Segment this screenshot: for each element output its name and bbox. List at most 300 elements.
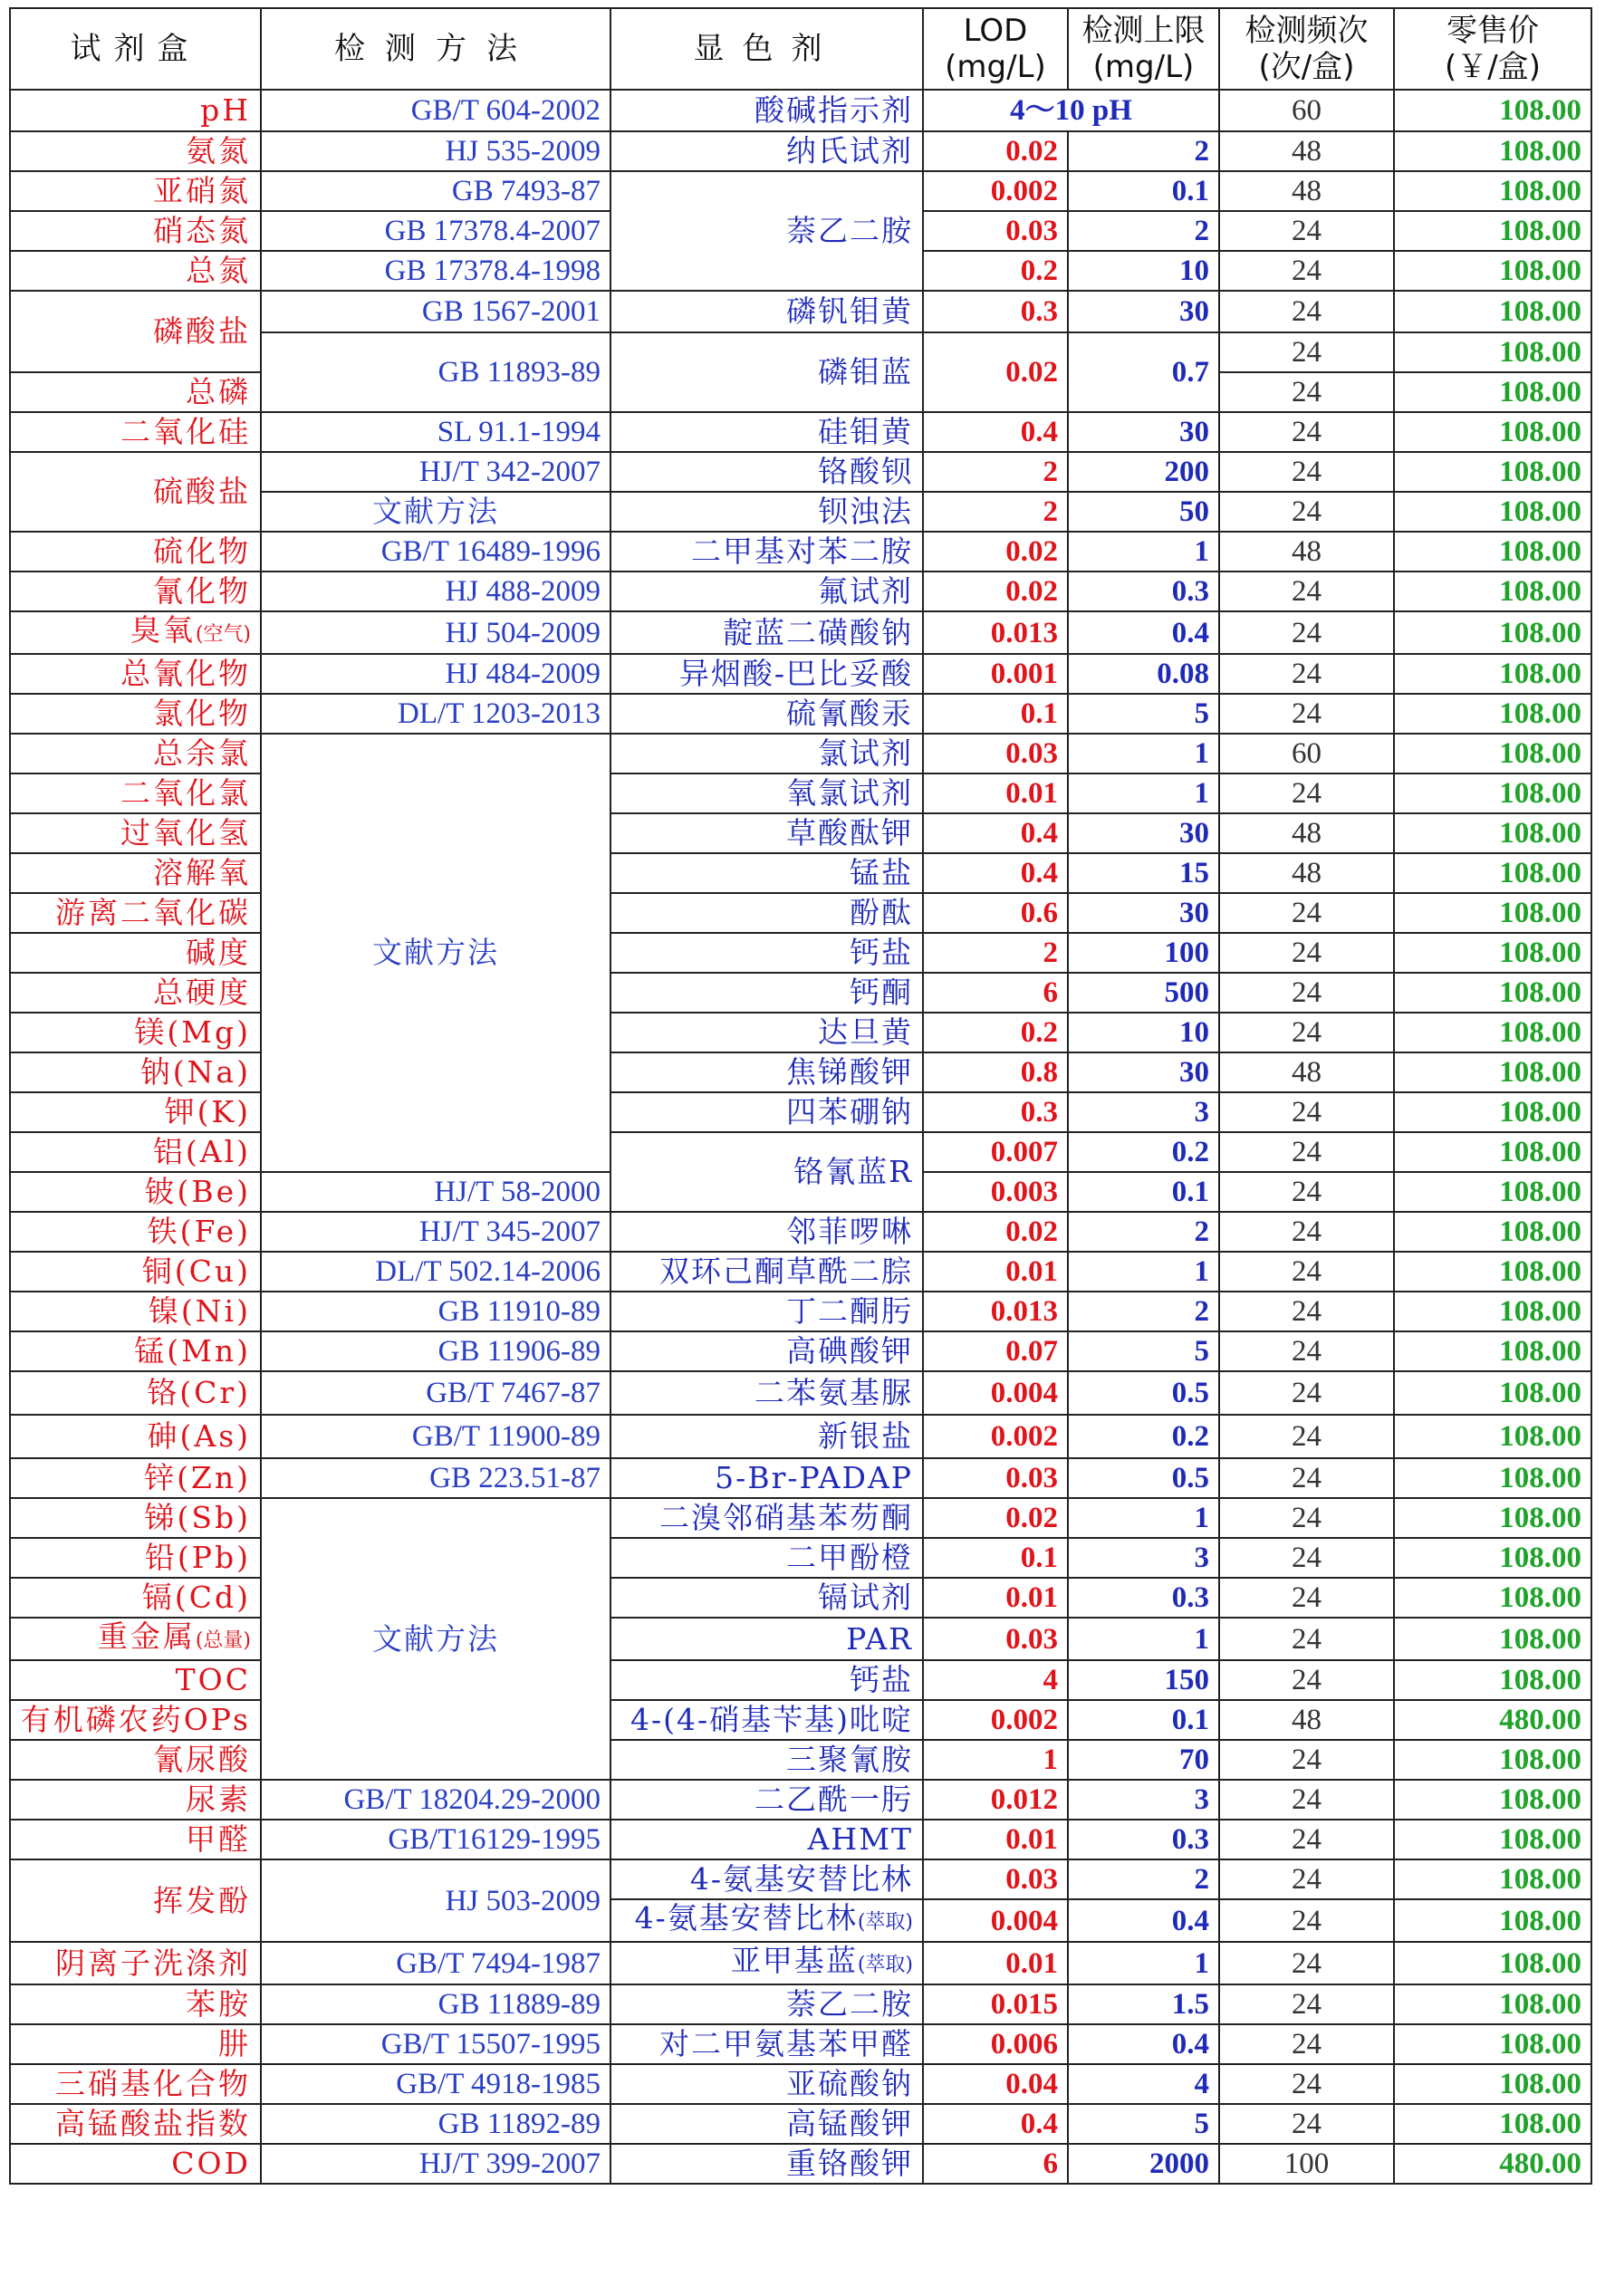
method-cell-text: GB 11889-89 bbox=[437, 1988, 601, 2021]
kit-name-cell-note: (空气) bbox=[195, 623, 251, 646]
frequency-cell-text: 48 bbox=[1292, 135, 1321, 168]
frequency-cell-text: 24 bbox=[1292, 295, 1321, 328]
reagent-cell-text: 高碘酸钾 bbox=[786, 1333, 913, 1369]
upper-limit-cell-text: 5 bbox=[1194, 2108, 1209, 2140]
lod-cell-text: 0.01 bbox=[1005, 777, 1058, 810]
kit-name-cell-text: 尿素 bbox=[186, 1782, 251, 1817]
upper-limit-cell bbox=[1068, 1780, 1219, 1820]
upper-limit-cell-text: 3 bbox=[1194, 1783, 1209, 1816]
method-cell bbox=[261, 572, 610, 611]
lod-cell bbox=[923, 853, 1068, 893]
frequency-cell bbox=[1219, 1942, 1394, 1984]
upper-limit-cell-text: 5 bbox=[1194, 697, 1209, 730]
lod-cell bbox=[923, 2104, 1068, 2144]
lod-cell bbox=[923, 1252, 1068, 1292]
method-cell-text: HJ/T 342-2007 bbox=[418, 456, 601, 488]
frequency-cell bbox=[1219, 1013, 1394, 1052]
method-cell-text: DL/T 1203-2013 bbox=[398, 697, 601, 730]
price-cell-text: 108.00 bbox=[1499, 1462, 1581, 1494]
method-cell-text: HJ 488-2009 bbox=[445, 575, 601, 608]
header-price-label: 零售价 bbox=[1446, 13, 1539, 49]
upper-limit-cell-text: 50 bbox=[1179, 495, 1209, 528]
upper-limit-cell-text: 2 bbox=[1194, 135, 1209, 168]
kit-name-cell-text: COD bbox=[171, 2146, 251, 2181]
price-cell bbox=[1394, 1700, 1591, 1740]
upper-limit-cell bbox=[1068, 1899, 1219, 1942]
table-row bbox=[10, 1252, 1591, 1292]
frequency-cell-text: 48 bbox=[1292, 1704, 1321, 1736]
kit-name-cell-text: 镁(Mg) bbox=[134, 1014, 251, 1050]
kit-name-cell-text: 总余氯 bbox=[153, 735, 251, 771]
lod-cell bbox=[923, 1899, 1068, 1942]
frequency-cell bbox=[1219, 813, 1394, 853]
method-cell bbox=[261, 1859, 610, 1942]
header-upper-label: 检测上限 bbox=[1081, 13, 1206, 49]
reagent-cell bbox=[610, 1700, 923, 1740]
price-cell bbox=[1394, 1899, 1591, 1942]
kit-name-cell-text: 镍(Ni) bbox=[148, 1293, 251, 1329]
reagent-cell bbox=[610, 412, 923, 452]
lod-cell bbox=[923, 1660, 1068, 1700]
price-cell bbox=[1394, 2024, 1591, 2064]
upper-limit-cell-text: 15 bbox=[1179, 857, 1209, 889]
kit-name-cell bbox=[10, 773, 261, 813]
price-cell-text: 108.00 bbox=[1499, 897, 1581, 929]
method-cell-text: HJ 535-2009 bbox=[445, 135, 601, 168]
upper-limit-cell bbox=[1068, 251, 1219, 291]
upper-limit-cell bbox=[1068, 1820, 1219, 1859]
method-cell-text: GB 1567-2001 bbox=[421, 295, 601, 328]
method-cell-text: GB 11906-89 bbox=[437, 1335, 601, 1368]
reagent-cell bbox=[610, 1292, 923, 1331]
price-cell-text: 108.00 bbox=[1499, 817, 1581, 850]
kit-name-cell-text: 三硝基化合物 bbox=[55, 2066, 251, 2101]
lod-cell bbox=[923, 412, 1068, 452]
lod-cell bbox=[923, 1700, 1068, 1740]
frequency-cell bbox=[1219, 372, 1394, 412]
price-cell-text: 108.00 bbox=[1499, 1136, 1581, 1168]
lod-cell bbox=[923, 1292, 1068, 1331]
reagent-cell bbox=[610, 2064, 923, 2104]
method-cell bbox=[261, 694, 610, 734]
frequency-cell-text: 24 bbox=[1292, 456, 1321, 488]
frequency-cell bbox=[1219, 933, 1394, 973]
frequency-cell bbox=[1219, 1092, 1394, 1132]
method-cell-text: 文献方法 bbox=[372, 494, 499, 529]
upper-limit-cell-text: 3 bbox=[1194, 1542, 1209, 1574]
upper-limit-cell bbox=[1068, 893, 1219, 933]
lod-cell-text: 0.03 bbox=[1005, 1622, 1058, 1656]
frequency-cell bbox=[1219, 332, 1394, 372]
method-cell bbox=[261, 1371, 610, 1415]
price-cell bbox=[1394, 211, 1591, 251]
upper-limit-cell-text: 10 bbox=[1179, 1016, 1209, 1049]
upper-limit-cell-text: 0.2 bbox=[1171, 1420, 1209, 1453]
frequency-cell bbox=[1219, 734, 1394, 773]
price-cell-text: 108.00 bbox=[1499, 456, 1581, 488]
price-cell-text: 108.00 bbox=[1499, 1783, 1581, 1816]
lod-cell-text: 0.01 bbox=[1005, 1823, 1058, 1856]
frequency-cell bbox=[1219, 532, 1394, 572]
table-row bbox=[10, 131, 1591, 171]
upper-limit-cell bbox=[1068, 734, 1219, 773]
upper-limit-cell bbox=[1068, 1538, 1219, 1578]
method-cell bbox=[261, 1458, 610, 1498]
lod-cell bbox=[923, 654, 1068, 694]
price-cell bbox=[1394, 2064, 1591, 2104]
kit-name-cell-text: 硝态氮 bbox=[153, 213, 251, 248]
lod-cell bbox=[923, 171, 1068, 211]
price-cell-text: 108.00 bbox=[1499, 376, 1581, 408]
frequency-cell-text: 24 bbox=[1292, 937, 1321, 969]
table-row bbox=[10, 1820, 1591, 1859]
upper-limit-cell bbox=[1068, 1092, 1219, 1132]
price-cell bbox=[1394, 532, 1591, 572]
lod-cell bbox=[923, 332, 1068, 412]
header-upper bbox=[1068, 8, 1219, 90]
header-kit: 试剂盒 bbox=[10, 8, 261, 90]
price-cell-text: 108.00 bbox=[1499, 658, 1581, 690]
method-cell-text: GB/T 15507-1995 bbox=[380, 2028, 601, 2061]
method-cell-text: GB/T 11900-89 bbox=[411, 1420, 601, 1453]
lod-cell-text: 0.002 bbox=[990, 175, 1058, 207]
frequency-cell bbox=[1219, 131, 1394, 171]
method-cell-text: GB/T 604-2002 bbox=[410, 94, 601, 127]
kit-name-cell bbox=[10, 251, 261, 291]
frequency-cell bbox=[1219, 1292, 1394, 1331]
upper-limit-cell bbox=[1068, 1212, 1219, 1252]
frequency-cell bbox=[1219, 1618, 1394, 1660]
reagent-cell bbox=[610, 532, 923, 572]
price-cell-text: 108.00 bbox=[1499, 1016, 1581, 1049]
kit-name-cell-text: 铝(Al) bbox=[152, 1134, 251, 1169]
price-cell bbox=[1394, 492, 1591, 532]
lod-cell-text: 0.8 bbox=[1020, 1056, 1058, 1089]
price-cell-text: 108.00 bbox=[1499, 737, 1581, 770]
kit-name-cell bbox=[10, 90, 261, 131]
lod-cell-text: 0.02 bbox=[1005, 575, 1058, 608]
method-cell-text: HJ 503-2009 bbox=[445, 1884, 601, 1917]
kit-name-cell bbox=[10, 532, 261, 572]
frequency-cell-text: 24 bbox=[1292, 1420, 1321, 1453]
reagent-cell-text: 酚酞 bbox=[850, 895, 913, 930]
upper-limit-cell bbox=[1068, 1498, 1219, 1538]
reagent-cell-text: 达旦黄 bbox=[818, 1014, 913, 1050]
kit-name-cell-text: 氰化物 bbox=[153, 573, 251, 609]
reagent-cell bbox=[610, 2104, 923, 2144]
lod-cell-text: 0.4 bbox=[1020, 817, 1058, 850]
kit-name-cell bbox=[10, 1700, 261, 1740]
frequency-cell bbox=[1219, 1578, 1394, 1618]
price-cell-text: 108.00 bbox=[1499, 616, 1581, 649]
frequency-cell-text: 24 bbox=[1292, 976, 1321, 1009]
price-cell-text: 108.00 bbox=[1499, 495, 1581, 528]
table-row bbox=[10, 1700, 1591, 1740]
method-cell-text: GB/T 4918-1985 bbox=[396, 2068, 601, 2100]
price-cell bbox=[1394, 1859, 1591, 1899]
kit-name-cell-text: pH bbox=[200, 92, 251, 128]
kit-name-cell bbox=[10, 734, 261, 773]
price-cell-text: 108.00 bbox=[1499, 1176, 1581, 1208]
kit-name-cell-text: 溶解氧 bbox=[153, 855, 251, 890]
upper-limit-cell bbox=[1068, 2024, 1219, 2064]
upper-limit-cell bbox=[1068, 973, 1219, 1013]
frequency-cell-text: 24 bbox=[1292, 1255, 1321, 1288]
frequency-cell bbox=[1219, 2024, 1394, 2064]
reagent-cell bbox=[610, 1984, 923, 2024]
method-cell bbox=[261, 532, 610, 572]
lod-cell-text: 2 bbox=[1043, 495, 1058, 528]
reagent-cell bbox=[610, 1092, 923, 1132]
reagent-cell-note: (萃取) bbox=[857, 1954, 913, 1976]
kit-name-cell-text: 磷酸盐 bbox=[153, 313, 251, 349]
reagent-cell bbox=[610, 813, 923, 853]
method-cell-text: GB 11892-89 bbox=[437, 2108, 601, 2140]
reagent-cell-text: 重铬酸钾 bbox=[786, 2146, 913, 2181]
price-cell bbox=[1394, 90, 1591, 131]
reagent-cell bbox=[610, 1618, 923, 1660]
lod-cell bbox=[923, 1740, 1068, 1780]
upper-limit-cell bbox=[1068, 211, 1219, 251]
table-row bbox=[10, 1132, 1591, 1172]
table-row bbox=[10, 1740, 1591, 1780]
lod-cell-text: 0.001 bbox=[990, 658, 1058, 690]
kit-name-cell-text: 铬(Cr) bbox=[147, 1375, 251, 1410]
reagent-cell-text: 磷钼蓝 bbox=[818, 354, 913, 389]
method-cell-text: GB 17378.4-2007 bbox=[384, 215, 601, 247]
header-method: 检测方法 bbox=[261, 8, 610, 90]
reagent-cell-text: 钙盐 bbox=[850, 1662, 913, 1697]
frequency-cell-text: 24 bbox=[1292, 336, 1321, 369]
lod-cell-text: 0.02 bbox=[1005, 1502, 1058, 1534]
frequency-cell-text: 24 bbox=[1292, 1542, 1321, 1574]
reagent-cell bbox=[610, 332, 923, 412]
upper-limit-cell bbox=[1068, 1942, 1219, 1984]
price-cell bbox=[1394, 1498, 1591, 1538]
frequency-cell-text: 24 bbox=[1292, 1377, 1321, 1409]
frequency-cell bbox=[1219, 492, 1394, 532]
frequency-cell bbox=[1219, 1458, 1394, 1498]
kit-name-cell bbox=[10, 611, 261, 654]
kit-name-cell bbox=[10, 1415, 261, 1458]
price-cell bbox=[1394, 1212, 1591, 1252]
reagent-cell-text: 萘乙二胺 bbox=[786, 1986, 913, 2022]
upper-limit-cell-text: 30 bbox=[1179, 416, 1209, 448]
lod-cell-text: 0.02 bbox=[1005, 356, 1058, 389]
upper-limit-cell-text: 0.3 bbox=[1171, 1823, 1209, 1856]
lod-cell-text: 0.6 bbox=[1020, 897, 1058, 929]
frequency-cell bbox=[1219, 171, 1394, 211]
kit-name-cell-text: 铁(Fe) bbox=[147, 1214, 251, 1249]
price-cell-text: 108.00 bbox=[1499, 976, 1581, 1009]
upper-limit-cell-text: 1 bbox=[1194, 737, 1209, 770]
frequency-cell bbox=[1219, 1984, 1394, 2024]
frequency-cell bbox=[1219, 90, 1394, 131]
lod-cell bbox=[923, 694, 1068, 734]
price-cell-text: 108.00 bbox=[1499, 1581, 1581, 1614]
upper-limit-cell bbox=[1068, 1458, 1219, 1498]
lod-cell-text: 1 bbox=[1043, 1744, 1058, 1776]
table-row bbox=[10, 1331, 1591, 1371]
header-lod-unit: (mg/L) bbox=[945, 49, 1046, 85]
price-cell bbox=[1394, 1942, 1591, 1984]
lod-cell-text: 0.02 bbox=[1005, 135, 1058, 168]
reagent-cell-text: 亚甲基蓝 bbox=[730, 1943, 858, 1978]
upper-limit-cell bbox=[1068, 1859, 1219, 1899]
lod-cell-text: 0.015 bbox=[990, 1988, 1058, 2021]
price-cell-text: 108.00 bbox=[1499, 2108, 1581, 2140]
table-row bbox=[10, 1371, 1591, 1415]
table-row bbox=[10, 611, 1591, 654]
price-cell bbox=[1394, 611, 1591, 654]
lod-cell bbox=[923, 1538, 1068, 1578]
reagent-cell-text: 纳氏试剂 bbox=[786, 133, 913, 168]
lod-cell bbox=[923, 1859, 1068, 1899]
lod-cell-text: 0.03 bbox=[1005, 1462, 1058, 1494]
price-cell-text: 108.00 bbox=[1499, 1823, 1581, 1856]
upper-limit-cell-text: 30 bbox=[1179, 1056, 1209, 1089]
kit-name-cell-text: 硫酸盐 bbox=[153, 474, 251, 509]
method-cell bbox=[261, 492, 610, 532]
table-row bbox=[10, 973, 1591, 1013]
table-row bbox=[10, 853, 1591, 893]
price-cell-text: 108.00 bbox=[1499, 1255, 1581, 1288]
reagent-cell-text: 双环己酮草酰二腙 bbox=[659, 1254, 913, 1289]
kit-name-cell bbox=[10, 1942, 261, 1984]
kit-name-cell bbox=[10, 452, 261, 532]
table-row bbox=[10, 2024, 1591, 2064]
lod-cell bbox=[923, 1331, 1068, 1371]
kit-name-cell bbox=[10, 893, 261, 933]
kit-name-cell bbox=[10, 131, 261, 171]
table-row bbox=[10, 171, 1591, 211]
upper-limit-cell-text: 0.1 bbox=[1171, 1176, 1209, 1208]
frequency-cell-text: 60 bbox=[1292, 737, 1321, 770]
frequency-cell-text: 24 bbox=[1292, 1744, 1321, 1776]
upper-limit-cell bbox=[1068, 1292, 1219, 1331]
method-cell-text: HJ/T 399-2007 bbox=[418, 2147, 601, 2180]
method-cell bbox=[261, 90, 610, 131]
price-cell bbox=[1394, 1618, 1591, 1660]
price-cell-text: 108.00 bbox=[1499, 1096, 1581, 1129]
lod-cell bbox=[923, 1415, 1068, 1458]
lod-cell-text: 0.02 bbox=[1005, 535, 1058, 568]
price-cell bbox=[1394, 1780, 1591, 1820]
upper-limit-cell bbox=[1068, 611, 1219, 654]
frequency-cell-text: 24 bbox=[1292, 2108, 1321, 2140]
lod-cell-text: 0.003 bbox=[990, 1176, 1058, 1208]
upper-limit-cell-text: 1 bbox=[1194, 1255, 1209, 1288]
reagent-cell bbox=[610, 2024, 923, 2064]
frequency-cell bbox=[1219, 1498, 1394, 1538]
price-cell-text: 108.00 bbox=[1499, 1215, 1581, 1248]
frequency-cell-text: 24 bbox=[1292, 1096, 1321, 1129]
price-cell bbox=[1394, 1415, 1591, 1458]
frequency-cell-text: 48 bbox=[1292, 857, 1321, 889]
price-cell-text: 108.00 bbox=[1499, 336, 1581, 369]
method-cell-text: GB 11893-89 bbox=[437, 356, 601, 389]
reagent-cell bbox=[610, 1415, 923, 1458]
price-cell-text: 108.00 bbox=[1499, 1904, 1581, 1937]
upper-limit-cell bbox=[1068, 131, 1219, 171]
table-body bbox=[10, 90, 1591, 2184]
price-cell bbox=[1394, 1013, 1591, 1052]
reagent-cell-text: 二甲基对苯二胺 bbox=[691, 533, 913, 569]
reagent-cell-text: 钙盐 bbox=[850, 935, 913, 970]
lod-cell bbox=[923, 933, 1068, 973]
method-cell bbox=[261, 611, 610, 654]
price-cell-text: 108.00 bbox=[1499, 1502, 1581, 1534]
kit-name-cell-text: 铅(Pb) bbox=[144, 1540, 251, 1575]
reagent-cell bbox=[610, 893, 923, 933]
method-cell-text: GB 223.51-87 bbox=[429, 1462, 601, 1494]
upper-limit-cell bbox=[1068, 694, 1219, 734]
price-cell-text: 108.00 bbox=[1499, 1335, 1581, 1368]
reagent-cell bbox=[610, 1371, 923, 1415]
lod-cell bbox=[923, 572, 1068, 611]
lod-cell-text: 4 bbox=[1043, 1664, 1058, 1696]
reagent-cell-text: 草酸酞钾 bbox=[786, 815, 913, 850]
upper-limit-cell-text: 2 bbox=[1194, 1295, 1209, 1328]
price-cell-text: 108.00 bbox=[1499, 135, 1581, 168]
frequency-cell bbox=[1219, 1252, 1394, 1292]
reagent-cell bbox=[610, 1660, 923, 1700]
table-row bbox=[10, 1292, 1591, 1331]
price-cell-text: 108.00 bbox=[1499, 937, 1581, 969]
lod-cell-text: 0.006 bbox=[990, 2028, 1058, 2061]
reagent-cell bbox=[610, 654, 923, 694]
lod-cell-text: 0.4 bbox=[1020, 2108, 1058, 2140]
price-cell bbox=[1394, 1371, 1591, 1415]
price-cell-text: 108.00 bbox=[1499, 1420, 1581, 1453]
frequency-cell bbox=[1219, 973, 1394, 1013]
reagent-cell-text: 靛蓝二磺酸钠 bbox=[723, 614, 913, 650]
lod-cell-text: 0.002 bbox=[990, 1704, 1058, 1736]
kit-name-cell-text: 挥发酚 bbox=[153, 1882, 251, 1918]
frequency-cell-text: 48 bbox=[1292, 175, 1321, 207]
reagent-cell-text: PAR bbox=[846, 1620, 913, 1657]
upper-limit-cell bbox=[1068, 1700, 1219, 1740]
table-row bbox=[10, 291, 1591, 332]
method-cell-text: GB/T16129-1995 bbox=[388, 1823, 601, 1856]
upper-limit-cell bbox=[1068, 2104, 1219, 2144]
reagent-cell-text: 对二甲氨基苯甲醛 bbox=[659, 2026, 913, 2061]
kit-name-cell-text: 游离二氧化碳 bbox=[55, 895, 251, 930]
upper-limit-cell bbox=[1068, 572, 1219, 611]
frequency-cell bbox=[1219, 2144, 1394, 2184]
method-cell-text: SL 91.1-1994 bbox=[437, 416, 601, 448]
table-row bbox=[10, 933, 1591, 973]
table-row bbox=[10, 1538, 1591, 1578]
lod-cell bbox=[923, 1578, 1068, 1618]
frequency-cell bbox=[1219, 1700, 1394, 1740]
upper-limit-cell bbox=[1068, 532, 1219, 572]
table-row bbox=[10, 654, 1591, 694]
kit-name-cell-text: 有机磷农药OPs bbox=[20, 1702, 251, 1737]
lod-cell bbox=[923, 1092, 1068, 1132]
frequency-cell bbox=[1219, 1899, 1394, 1942]
lod-cell-text: 2 bbox=[1043, 937, 1058, 969]
frequency-cell-text: 24 bbox=[1292, 495, 1321, 528]
frequency-cell-text: 24 bbox=[1292, 658, 1321, 690]
method-cell bbox=[261, 734, 610, 1172]
price-cell bbox=[1394, 1740, 1591, 1780]
frequency-cell-text: 24 bbox=[1292, 1988, 1321, 2021]
method-cell bbox=[261, 251, 610, 291]
lod-cell-text: 0.013 bbox=[990, 1295, 1058, 1328]
price-cell bbox=[1394, 572, 1591, 611]
frequency-cell-text: 48 bbox=[1292, 1056, 1321, 1089]
